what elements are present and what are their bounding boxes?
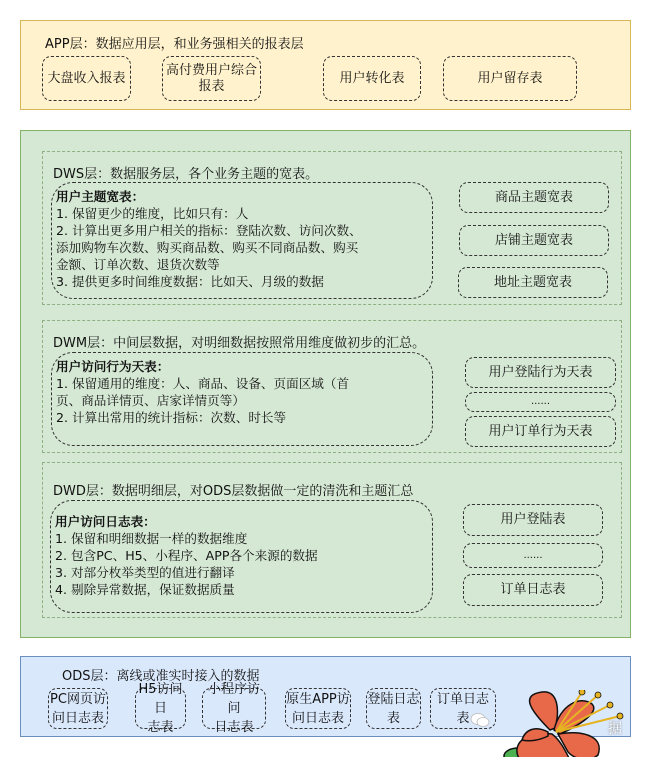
dws-layer-title: DWS层：数据服务层，各个业务主题的宽表。 [53, 167, 319, 182]
ods-table-line: 志表 [147, 720, 174, 735]
dwd-table-user-login: 用户登陆表 [463, 504, 603, 536]
ods-layer-title: ODS层：离线或准实时接入的数据 [62, 669, 260, 684]
app-table-revenue-report: 大盘收入报表 [42, 56, 131, 101]
ods-table-line: PC网页访 [50, 691, 106, 707]
ods-table-line: 问日志表 [51, 710, 104, 726]
dwm-table-user-order-daily: 用户订单行为天表 [465, 416, 616, 447]
dwd-main-line: 1. 保留和明细数据一样的数据维度 [55, 531, 248, 546]
dwd-main-line: 4. 剔除异常数据，保证数据质量 [55, 582, 235, 597]
app-table-high-paying-user-report: 高付费用户综合报表 [162, 56, 261, 101]
ods-table-line: 原生APP访 [286, 691, 350, 707]
ods-table-line: 问日志表 [291, 710, 344, 726]
dws-main-line: 3. 提供更多时间维度数据：比如天、月级的数据 [56, 274, 324, 289]
watermark-text: 据 [608, 721, 622, 737]
dws-table-address-topic: 地址主题宽表 [458, 267, 608, 298]
dwd-layer-title: DWD层：数据明细层，对ODS层数据做一定的清洗和主题汇总 [53, 484, 414, 499]
ods-table-line: 小程序访问 [207, 682, 260, 716]
dws-main-line: 1. 保留更少的维度，比如只有：人 [56, 206, 249, 221]
dwm-user-visit-daily-table [51, 352, 433, 446]
dws-table-product-topic: 商品主题宽表 [459, 182, 609, 213]
dwm-table-ellipsis: ...... [465, 392, 616, 412]
ods-table-pc-web-visit-log [48, 688, 108, 729]
dws-main-line: 金额、订单次数、退货次数等 [56, 257, 220, 272]
app-layer-title: APP层：数据应用层，和业务强相关的报表层 [45, 37, 304, 52]
dwm-table-user-login-daily: 用户登陆行为天表 [465, 357, 616, 388]
dwd-user-visit-log-table [50, 500, 433, 613]
ods-table-line: 订单日志 [436, 691, 489, 707]
dwd-main-heading: 用户访问日志表： [55, 514, 156, 529]
dws-table-store-topic: 店铺主题宽表 [459, 225, 609, 256]
dwm-main-line: 页、商品详情页、店家详情页等） [56, 393, 245, 408]
dws-main-line: 添加购物车次数、购买商品数、购买不同商品数、购买 [56, 240, 359, 255]
ods-table-line: H5访问日 [138, 682, 183, 716]
dwm-main-line: 2. 计算出常用的统计指标：次数、时长等 [56, 410, 287, 425]
dwm-layer-title: DWM层：中间层数据，对明细数据按照常用维度做初步的汇总。 [53, 336, 426, 351]
dwm-main-heading: 用户访问行为天表： [56, 359, 170, 374]
dws-user-topic-wide-table [51, 182, 433, 299]
ods-table-line: 表 [456, 710, 470, 726]
flower-sticker-icon [480, 690, 630, 757]
ods-table-line: 登陆日志 [367, 691, 420, 707]
ods-table-native-app-visit-log [285, 688, 351, 729]
dwd-table-order-log: 订单日志表 [463, 574, 603, 606]
dwd-main-line: 3. 对部分枚举类型的值进行翻译 [55, 565, 235, 580]
dwd-main-line: 2. 包含PC、H5、小程序、APP各个来源的数据 [55, 548, 318, 563]
ods-table-h5-visit-log [135, 682, 186, 735]
app-table-user-retention: 用户留存表 [443, 56, 577, 101]
dws-main-line: 2. 计算出更多用户相关的指标：登陆次数、访问次数、 [56, 223, 362, 238]
app-table-user-conversion: 用户转化表 [323, 56, 421, 101]
ods-table-line: 日志表 [214, 720, 254, 735]
ods-table-login-log [366, 688, 421, 729]
ods-table-mini-program-visit-log [202, 682, 266, 735]
ods-table-line: 表 [386, 710, 400, 726]
dws-main-heading: 用户主题宽表： [56, 189, 145, 204]
dwd-table-ellipsis: ...... [463, 543, 603, 568]
dwm-main-line: 1. 保留通用的维度：人、商品、设备、页面区域（首 [56, 376, 350, 391]
